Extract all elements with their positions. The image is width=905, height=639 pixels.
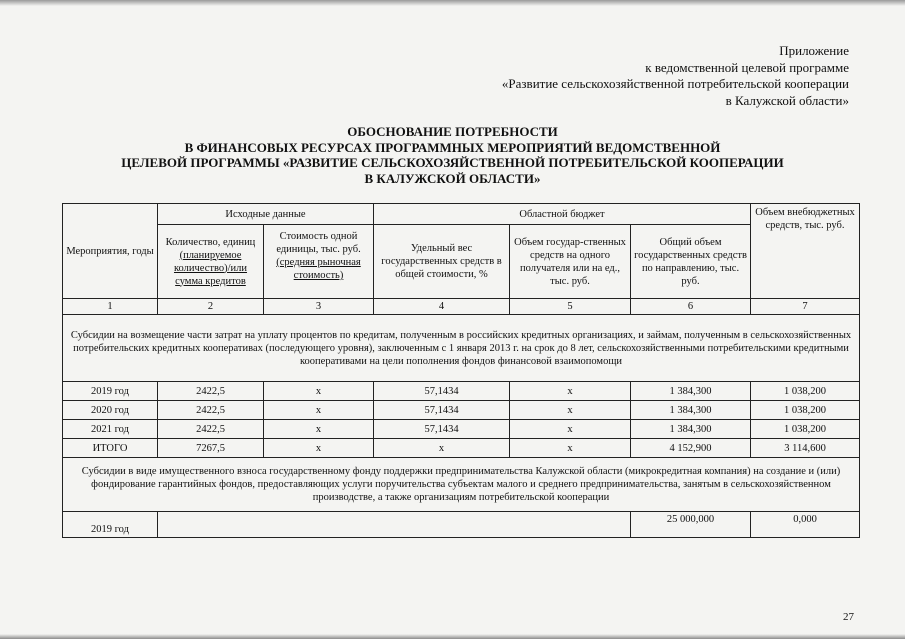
document-title	[0, 124, 905, 186]
header-group-budget: Областной бюджет	[374, 204, 751, 225]
row-year: 2019 год	[63, 512, 158, 538]
row-year: ИТОГО	[63, 439, 158, 458]
row-share: 57,1434	[374, 382, 510, 401]
funding-table	[62, 203, 860, 538]
header-qty-label: Количество, единиц	[165, 236, 256, 248]
header-cost-label: Стоимость одной единицы, тыс. руб.	[276, 231, 361, 255]
row-qty: 2422,5	[158, 420, 264, 439]
title-line: В ФИНАНСОВЫХ РЕСУРСАХ ПРОГРАММНЫХ МЕРОПРИЯТИЙ ВЕДОМСТВЕННОЙ	[184, 139, 721, 155]
header-group-source: Исходные данные	[158, 204, 374, 225]
table-row	[63, 512, 860, 538]
scan-edge-bottom	[0, 634, 905, 639]
row-extra: 1 038,200	[751, 420, 860, 439]
row-total: 25 000,000	[631, 512, 751, 538]
row-cost: х	[264, 420, 374, 439]
section-title: Субсидии в виде имущественного взноса государственному фонду поддержки предпринимательства Калужской области (микрокредитная компания) на создание и (или) фондирование гарантийных фондов, предоставляющих услуги поручительства субъектам малого и среднего предпринимательства, занятым в сельскохозяйственном производстве, а также организациям потребительской кооперации	[63, 458, 860, 512]
row-per-recipient: х	[510, 439, 631, 458]
row-share: 57,1434	[374, 401, 510, 420]
row-per-recipient: х	[510, 401, 631, 420]
row-per-recipient: х	[510, 420, 631, 439]
column-number: 2	[158, 299, 264, 315]
column-number: 6	[631, 299, 751, 315]
row-share: 57,1434	[374, 420, 510, 439]
appendix-header	[502, 43, 849, 109]
header-extra: Объем внебюджетных средств, тыс. руб.	[751, 204, 860, 299]
row-extra: 1 038,200	[751, 401, 860, 420]
header-row	[63, 225, 860, 299]
header-total: Общий объем государственных средств по направлению, тыс. руб.	[631, 225, 751, 299]
title-line: ОБОСНОВАНИЕ ПОТРЕБНОСТИ	[347, 124, 558, 139]
row-per-recipient: х	[510, 382, 631, 401]
column-number: 3	[264, 299, 374, 315]
total-row	[63, 439, 860, 458]
header-cost	[264, 225, 374, 299]
row-share: х	[374, 439, 510, 458]
header-qty	[158, 225, 264, 299]
row-extra: 3 114,600	[751, 439, 860, 458]
column-number-row	[63, 299, 860, 315]
row-total: 4 152,900	[631, 439, 751, 458]
row-extra: 0,000	[751, 512, 860, 538]
row-empty-span	[158, 512, 631, 538]
row-qty: 7267,5	[158, 439, 264, 458]
page-number: 27	[843, 611, 854, 623]
appendix-line: к ведомственной целевой программе	[645, 59, 849, 75]
table-row	[63, 401, 860, 420]
column-number: 5	[510, 299, 631, 315]
row-cost: х	[264, 401, 374, 420]
header-row	[63, 204, 860, 225]
table-row	[63, 420, 860, 439]
row-total: 1 384,300	[631, 382, 751, 401]
row-year: 2021 год	[63, 420, 158, 439]
header-share: Удельный вес государственных средств в общей стоимости, %	[374, 225, 510, 299]
appendix-line: «Развитие сельскохозяйственной потребительской кооперации	[501, 76, 849, 91]
row-qty: 2422,5	[158, 401, 264, 420]
appendix-line: в Калужской области»	[725, 92, 849, 108]
row-extra: 1 038,200	[751, 382, 860, 401]
scan-edge-top	[0, 0, 905, 6]
row-year: 2019 год	[63, 382, 158, 401]
header-qty-note: (планируемое количество)/или сумма кредитов	[173, 249, 248, 287]
header-cost-note: (средняя рыночная стоимость)	[276, 257, 361, 281]
title-line: ЦЕЛЕВОЙ ПРОГРАММЫ «РАЗВИТИЕ СЕЛЬСКОХОЗЯЙСТВЕННОЙ ПОТРЕБИТЕЛЬСКОЙ КООПЕРАЦИИ	[121, 155, 784, 170]
header-per-recipient: Объем государ-ственных средств на одного получателя или на ед., тыс. руб.	[510, 225, 631, 299]
row-total: 1 384,300	[631, 420, 751, 439]
row-qty: 2422,5	[158, 382, 264, 401]
row-total: 1 384,300	[631, 401, 751, 420]
row-cost: х	[264, 439, 374, 458]
section-row	[63, 458, 860, 512]
column-number: 4	[374, 299, 510, 315]
title-line: В КАЛУЖСКОЙ ОБЛАСТИ»	[364, 170, 541, 186]
header-measures: Мероприятия, годы	[63, 204, 158, 299]
column-number: 7	[751, 299, 860, 315]
row-year: 2020 год	[63, 401, 158, 420]
section-title: Субсидии на возмещение части затрат на уплату процентов по кредитам, полученным в российских кредитных организациях, и займам, полученным в сельскохозяйственных потребительских кредитных кооперативах (последующего уровня), заключенным с 1 января 2013 г. на срок до 8 лет, сельскохозяйственными потребительскими кредитными кооперативами на цели пополнения фондов финансовой взаимопомощи	[63, 315, 860, 382]
row-cost: х	[264, 382, 374, 401]
column-number: 1	[63, 299, 158, 315]
section-row	[63, 315, 860, 382]
appendix-line: Приложение	[779, 43, 849, 58]
table-row	[63, 382, 860, 401]
